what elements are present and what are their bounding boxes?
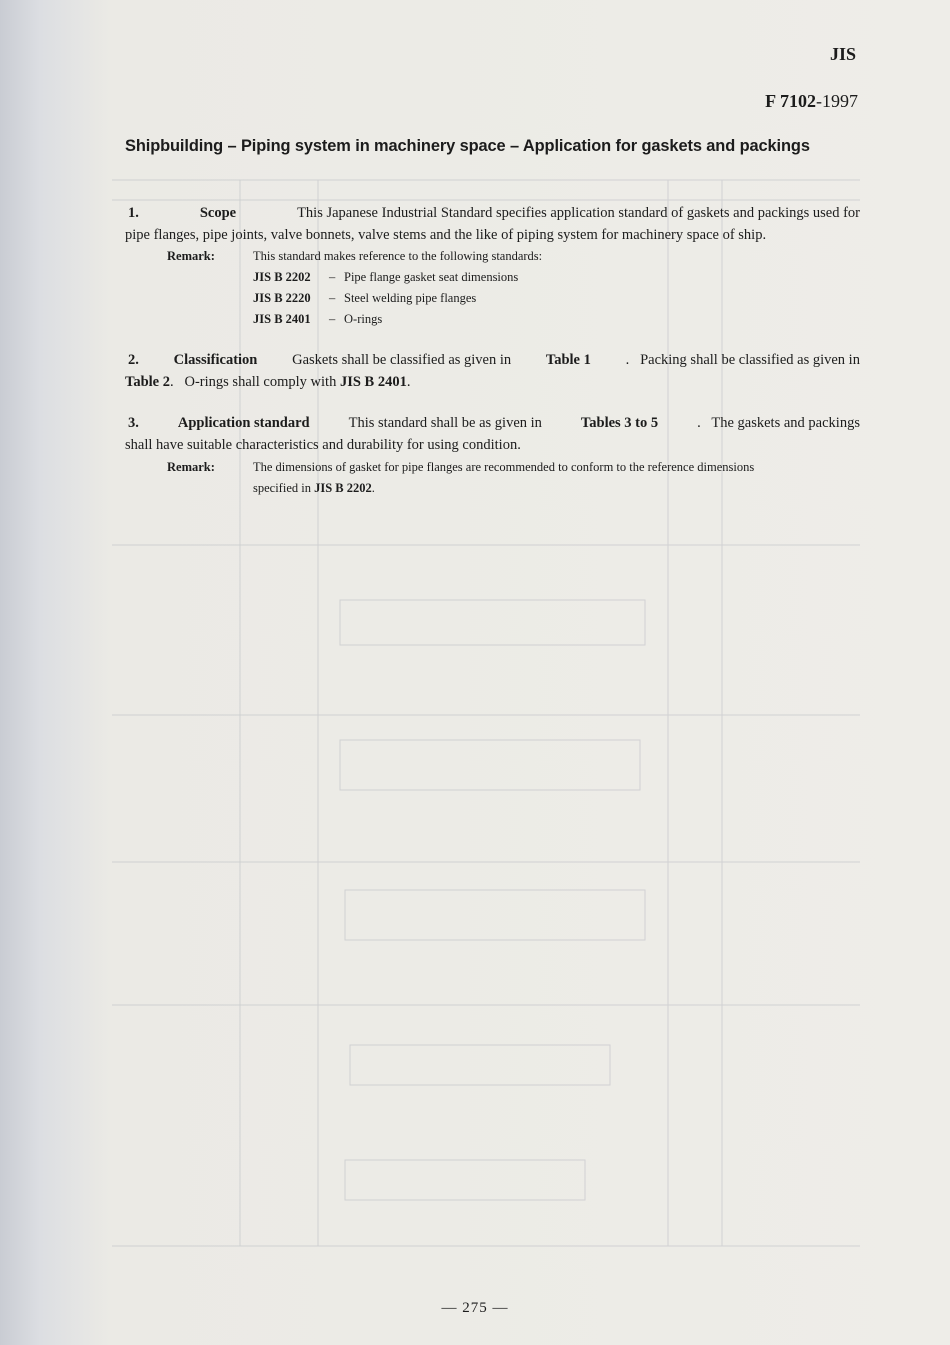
- document-title: Shipbuilding – Piping system in machinery space – Application for gaskets and packings: [125, 137, 810, 155]
- remark-text-line: [253, 478, 860, 499]
- section-text: .: [406, 373, 411, 390]
- section-number: 1.: [128, 205, 139, 221]
- reference-desc: O-rings: [344, 312, 383, 326]
- remark-text: .: [371, 481, 375, 495]
- remark-body: [253, 457, 860, 499]
- table-reference: Tables 3 to 5: [580, 415, 659, 431]
- section-text: . The gaskets and packings: [697, 415, 860, 431]
- section-text: This Japanese Industrial Standard specifies application standard of gaskets and packings used for: [297, 205, 860, 221]
- section-text: Gaskets shall be classified as given in: [292, 352, 512, 368]
- reference-code: JIS B 2220: [253, 291, 311, 305]
- standard-reference: JIS B 2401: [339, 373, 407, 390]
- page-number: — 275 —: [441, 1300, 509, 1316]
- standard-year: -1997: [816, 91, 858, 111]
- remark-text: The dimensions of gasket for pipe flanges are recommended to conform to the reference dimensions: [253, 460, 755, 474]
- remark-label: Remark:: [167, 249, 215, 263]
- table-reference: Table 1: [545, 352, 591, 368]
- section-classification: [125, 350, 860, 393]
- ghost-drawing: [350, 1045, 610, 1085]
- reference-dash: –: [329, 291, 336, 305]
- reference-desc: Pipe flange gasket seat dimensions: [344, 270, 519, 284]
- reference-dash: –: [329, 270, 336, 284]
- reference-item: [253, 288, 860, 309]
- section-heading: Classification: [173, 352, 258, 368]
- remark-label: Remark:: [167, 460, 215, 474]
- standard-code: F 7102: [765, 91, 816, 111]
- reference-dash: –: [329, 312, 336, 326]
- section-application: [125, 413, 860, 456]
- reference-code: JIS B 2401: [253, 312, 311, 326]
- remark-intro: This standard makes reference to the following standards:: [253, 249, 543, 263]
- ghost-drawing: [345, 1160, 585, 1200]
- section-heading: Application standard: [177, 415, 310, 431]
- section-text-line: pipe flanges, pipe joints, valve bonnets, valve stems and the like of piping system for machinery space of ship.: [125, 226, 767, 243]
- reference-item: [253, 267, 860, 288]
- standard-reference: JIS B 2202: [314, 481, 372, 495]
- section-number: 2.: [128, 352, 139, 368]
- remark-body: [253, 246, 860, 330]
- table-reference: Table 2: [125, 373, 170, 390]
- header-standard-number: [765, 91, 858, 112]
- section-text-line: [125, 372, 860, 394]
- ghost-drawing: [345, 890, 645, 940]
- ghost-drawing: [340, 740, 640, 790]
- ghost-drawing: [340, 600, 645, 645]
- section-number: 3.: [128, 415, 139, 431]
- remark-text: specified in: [253, 481, 311, 495]
- section-text: . Packing shall be classified as given in: [625, 352, 860, 368]
- section-scope: [125, 203, 860, 246]
- reference-item: [253, 309, 860, 330]
- section-text: This standard shall be as given in: [348, 415, 542, 431]
- header-org: JIS: [829, 44, 856, 64]
- reference-code: JIS B 2202: [253, 270, 311, 284]
- reference-desc: Steel welding pipe flanges: [344, 291, 477, 305]
- section-heading: Scope: [199, 205, 237, 221]
- section-text-line: shall have suitable characteristics and durability for using condition.: [125, 436, 521, 453]
- section-text: . O-rings shall comply with: [170, 373, 337, 390]
